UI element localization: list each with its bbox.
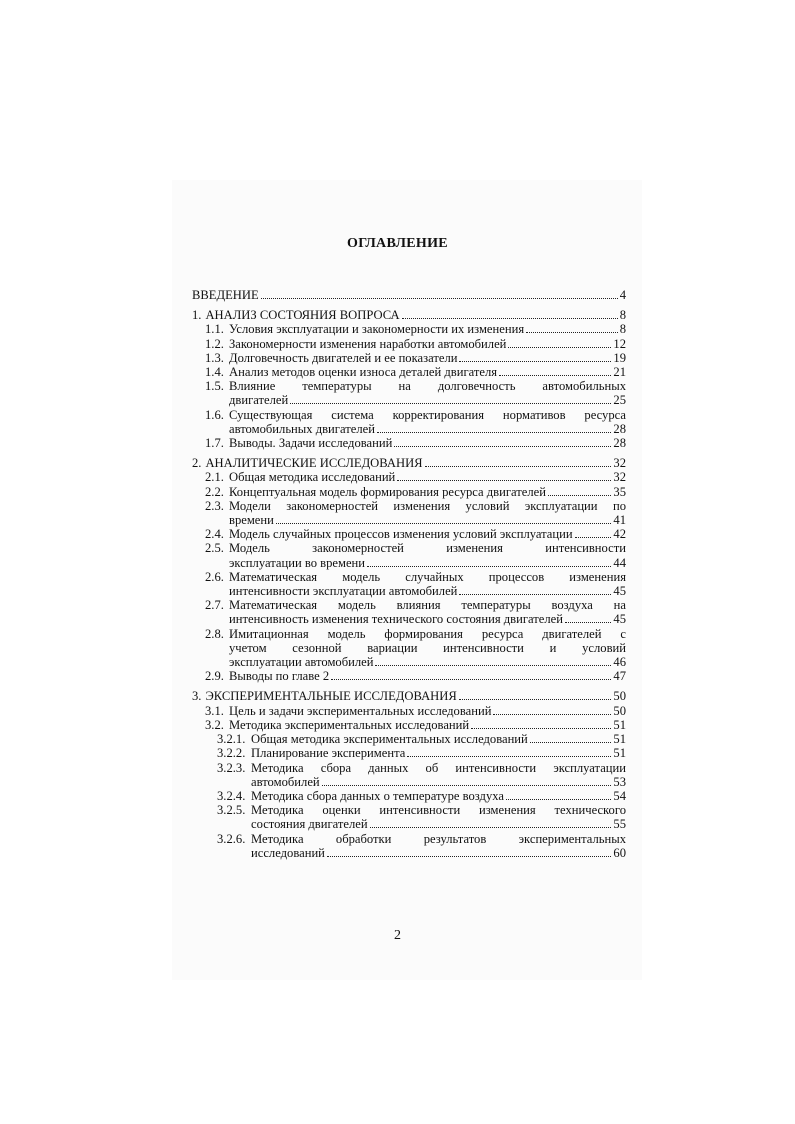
- toc-entry-page: 50: [613, 703, 626, 718]
- toc-entry-page: 12: [613, 336, 626, 351]
- toc-leader-dots: [331, 679, 611, 680]
- toc-entry-number: 2.4.: [205, 527, 224, 542]
- toc-entry-title: АНАЛИТИЧЕСКИЕ ИССЛЕДОВАНИЯ: [205, 456, 423, 471]
- toc-entry-page: 28: [613, 436, 626, 451]
- toc-entry-title: интенсивности эксплуатации автомобилей: [229, 584, 458, 599]
- toc-entry-title: состояния двигателей: [251, 817, 368, 832]
- toc-subsection-3-2-2[interactable]: [192, 746, 626, 760]
- toc-section-2-7[interactable]: [192, 598, 626, 626]
- toc-section-1-7[interactable]: [192, 436, 626, 450]
- toc-entry-title: времени: [229, 513, 274, 528]
- toc-entry-number: 1.5.: [205, 379, 224, 394]
- toc-leader-dots: [322, 785, 612, 786]
- toc-entry-title-line: учетом сезонной вариации интенсивности и условий: [229, 640, 626, 655]
- toc-entry-page: 47: [613, 669, 626, 684]
- toc-entry-number: 1.7.: [205, 436, 224, 451]
- toc-entry-page: 46: [613, 655, 626, 670]
- toc-leader-dots: [530, 742, 612, 743]
- toc-subsection-3-2-5[interactable]: [192, 803, 626, 831]
- toc-entry-title: Выводы. Задачи исследований: [229, 436, 393, 451]
- toc-entry-title-line: Влияние температуры на долговечность автомобильных: [229, 379, 626, 394]
- toc-chapter-1[interactable]: [192, 308, 626, 322]
- toc-entry-title: ВВЕДЕНИЕ: [192, 288, 259, 302]
- toc-entry-number: 2.2.: [205, 484, 224, 499]
- toc-leader-dots: [565, 622, 611, 623]
- toc-entry-number: 2.9.: [205, 669, 224, 684]
- toc-entry-number: 3.2.5.: [217, 803, 246, 818]
- toc-entry-number: 3.1.: [205, 703, 224, 718]
- toc-entry-number: 2.3.: [205, 498, 224, 513]
- toc-section-1-5[interactable]: [192, 379, 626, 407]
- toc-entry-page: 8: [619, 308, 626, 323]
- toc-entry-page: 50: [613, 689, 626, 704]
- toc-entry-number: 3.: [192, 689, 202, 704]
- toc-entry-title: Планирование эксперимента: [251, 746, 406, 761]
- toc-leader-dots: [425, 466, 612, 467]
- toc-leader-dots: [407, 756, 611, 757]
- toc-section-2-5[interactable]: [192, 541, 626, 569]
- toc-leader-dots: [397, 480, 611, 481]
- toc-entry-title: Условия эксплуатации и закономерности их изменения: [229, 322, 525, 337]
- toc-entry-number: 2.1.: [205, 470, 224, 485]
- toc-leader-dots: [548, 495, 611, 496]
- toc-entry-page: 51: [613, 732, 626, 747]
- toc-leader-dots: [506, 799, 611, 800]
- toc-entry-page: 32: [613, 470, 626, 485]
- toc-entry-page: 42: [613, 527, 626, 542]
- toc-leader-dots: [499, 375, 611, 376]
- toc-section-2-6[interactable]: [192, 570, 626, 598]
- toc-leader-dots: [402, 318, 618, 319]
- toc-entry-title-line: Методика обработки результатов экспериментальных: [251, 831, 626, 846]
- toc-leader-dots: [370, 827, 612, 828]
- toc-entry-page: 21: [613, 365, 626, 380]
- toc-section-1-3[interactable]: [192, 351, 626, 365]
- toc-entry-title: эксплуатации во времени: [229, 555, 366, 570]
- toc-entry-page: 51: [613, 717, 626, 732]
- toc-subsection-3-2-4[interactable]: [192, 789, 626, 803]
- toc-entry-number: 3.2.1.: [217, 732, 246, 747]
- toc-leader-dots: [459, 594, 611, 595]
- toc-entry-title: интенсивность изменения технического состояния двигателей: [229, 612, 563, 627]
- toc-section-2-8[interactable]: [192, 627, 626, 670]
- toc-entry-title-line: Математическая модель влияния температуры воздуха на: [229, 598, 626, 613]
- toc-entry-page: 19: [613, 350, 626, 365]
- toc-entry-number: 2.5.: [205, 541, 224, 556]
- toc-entry-number: 1.1.: [205, 322, 224, 337]
- toc-entry-page: 4: [619, 288, 626, 302]
- toc-leader-dots: [327, 856, 611, 857]
- toc-entry-title: эксплуатации автомобилей: [229, 655, 374, 670]
- toc-entry-title: Модель случайных процессов изменения условий эксплуатации: [229, 527, 573, 542]
- toc-entry-intro[interactable]: [192, 288, 626, 302]
- toc-leader-dots: [493, 714, 611, 715]
- toc-entry-page: 35: [613, 484, 626, 499]
- toc-entry-title: АНАЛИЗ СОСТОЯНИЯ ВОПРОСА: [205, 308, 400, 323]
- toc-entry-page: 55: [613, 817, 626, 832]
- toc-entry-title: автомобилей: [251, 774, 320, 789]
- toc-entry-page: 51: [613, 746, 626, 761]
- toc-leader-dots: [394, 446, 611, 447]
- toc-subsection-3-2-3[interactable]: [192, 761, 626, 789]
- toc-entry-title: Выводы по главе 2: [229, 669, 330, 684]
- toc-entry-title: Методика сбора данных о температуре воздуха: [251, 788, 504, 803]
- toc-entry-title: Анализ методов оценки износа деталей двигателя: [229, 365, 498, 380]
- toc-entry-title: автомобильных двигателей: [229, 421, 375, 436]
- toc-leader-dots: [459, 361, 611, 362]
- toc-entry-title-line: Методика сбора данных об интенсивности эксплуатации: [251, 760, 626, 775]
- toc-entry-number: 2.8.: [205, 626, 224, 641]
- toc-entry-page: 8: [619, 322, 626, 337]
- toc-entry-page: 44: [613, 555, 626, 570]
- toc-entry-title-line: Модели закономерностей изменения условий эксплуатации по: [229, 498, 626, 513]
- toc-leader-dots: [471, 728, 611, 729]
- toc-entry-title: Общая методика экспериментальных исследований: [251, 732, 528, 747]
- toc-section-2-4[interactable]: [192, 527, 626, 541]
- toc-section-3-1[interactable]: [192, 704, 626, 718]
- toc-entry-title: Общая методика исследований: [229, 470, 396, 485]
- toc-leader-dots: [375, 665, 611, 666]
- page-number: 2: [394, 928, 401, 943]
- toc-entry-number: 1.3.: [205, 350, 224, 365]
- toc-entry-number: 2.7.: [205, 598, 224, 613]
- toc-entry-title-line: Имитационная модель формирования ресурса двигателей с: [229, 626, 626, 641]
- toc-entry-number: 2.: [192, 456, 202, 471]
- toc-entry-page: 60: [613, 845, 626, 860]
- toc-chapter-2[interactable]: [192, 456, 626, 470]
- toc-subsection-3-2-6[interactable]: [192, 832, 626, 860]
- toc-section-1-1[interactable]: [192, 322, 626, 336]
- toc-section-1-6[interactable]: [192, 408, 626, 436]
- toc-entry-title: Долговечность двигателей и ее показатели: [229, 350, 458, 365]
- toc-entry-title: двигателей: [229, 393, 289, 408]
- toc-entry-title: Методика экспериментальных исследований: [229, 717, 470, 732]
- toc-leader-dots: [459, 699, 612, 700]
- toc-entry-number: 2.6.: [205, 569, 224, 584]
- toc-chapter-3[interactable]: [192, 689, 626, 703]
- toc-entry-page: 45: [613, 584, 626, 599]
- toc-entry-number: 1.: [192, 308, 202, 323]
- toc-entry-title-line: Модель закономерностей изменения интенсивности: [229, 541, 626, 556]
- toc-leader-dots: [367, 566, 611, 567]
- toc-section-2-3[interactable]: [192, 499, 626, 527]
- toc-entry-number: 1.2.: [205, 336, 224, 351]
- toc-entry-number: 3.2.2.: [217, 746, 246, 761]
- toc-entry-number: 1.6.: [205, 407, 224, 422]
- toc-entry-title: Концептуальная модель формирования ресурса двигателей: [229, 484, 547, 499]
- toc-entry-page: 25: [613, 393, 626, 408]
- toc-section-2-1[interactable]: [192, 470, 626, 484]
- table-of-contents: [192, 288, 626, 860]
- toc-entry-title-line: Существующая система корректирования нормативов ресурса: [229, 407, 626, 422]
- toc-entry-title: исследований: [251, 845, 325, 860]
- toc-entry-number: 3.2.: [205, 717, 224, 732]
- toc-entry-number: 3.2.3.: [217, 760, 246, 775]
- toc-section-1-2[interactable]: [192, 337, 626, 351]
- toc-leader-dots: [526, 332, 618, 333]
- toc-entry-page: 28: [613, 421, 626, 436]
- toc-leader-dots: [261, 298, 618, 299]
- page-title: ОГЛАВЛЕНИЕ: [347, 236, 448, 251]
- toc-entry-title: Цель и задачи экспериментальных исследований: [229, 703, 492, 718]
- toc-leader-dots: [575, 537, 612, 538]
- toc-entry-page: 45: [613, 612, 626, 627]
- toc-entry-number: 3.2.4.: [217, 788, 246, 803]
- toc-entry-number: 3.2.6.: [217, 831, 246, 846]
- toc-entry-page: 54: [613, 788, 626, 803]
- toc-entry-title: Закономерности изменения наработки автомобилей: [229, 336, 507, 351]
- toc-entry-page: 41: [613, 513, 626, 528]
- toc-leader-dots: [377, 432, 611, 433]
- toc-leader-dots: [508, 347, 611, 348]
- toc-section-3-2[interactable]: [192, 718, 626, 732]
- toc-leader-dots: [276, 523, 612, 524]
- toc-entry-title: ЭКСПЕРИМЕНТАЛЬНЫЕ ИССЛЕДОВАНИЯ: [205, 689, 457, 704]
- toc-entry-page: 32: [613, 456, 626, 471]
- toc-entry-number: 1.4.: [205, 365, 224, 380]
- toc-subsection-3-2-1[interactable]: [192, 732, 626, 746]
- toc-leader-dots: [290, 403, 611, 404]
- toc-section-1-4[interactable]: [192, 365, 626, 379]
- toc-entry-page: 53: [613, 774, 626, 789]
- toc-entry-title-line: Методика оценки интенсивности изменения технического: [251, 803, 626, 818]
- toc-section-2-9[interactable]: [192, 669, 626, 683]
- toc-entry-title-line: Математическая модель случайных процессов изменения: [229, 569, 626, 584]
- toc-section-2-2[interactable]: [192, 485, 626, 499]
